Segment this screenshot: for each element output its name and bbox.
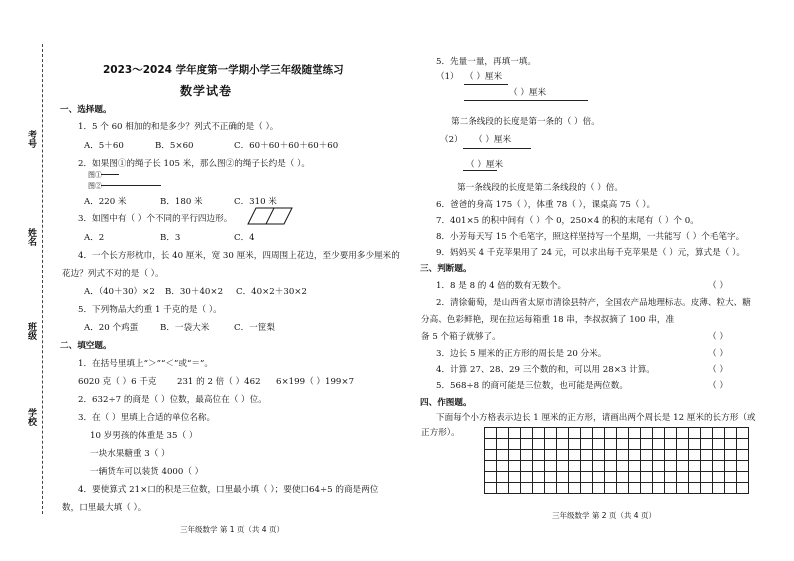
judge-text: 5．568÷8 的商可能是三位数，也可能是两位数。 (436, 381, 628, 391)
drawing-grid[interactable] (484, 427, 749, 494)
sub-label: （2） (440, 135, 463, 145)
judge-blank: （ ） (708, 365, 728, 375)
question-text: 8．小芳每天写 15 个毛笔字，照这样坚持写一个星期，一共能写（ ）个毛笔字。 (436, 232, 745, 242)
sub-label: （1） (436, 72, 459, 82)
fill-item: 6×199（ ）199×7 (276, 377, 355, 387)
judge-text: 2．清徐葡萄，是山西省太原市清徐县特产，全国农产品地理标志。皮薄、粒大、糖 (436, 298, 751, 308)
section-heading: 一、选择题。 (60, 105, 112, 115)
figure-label: 图② (88, 182, 102, 190)
sidebar-school-label: 学校 (26, 408, 36, 426)
question-text: 1．在括号里填上“＞”“＜”或“＝”。 (78, 359, 213, 369)
rope-1-line (101, 174, 119, 175)
fill-item: 10 岁男孩的体重是 35（ ） (90, 431, 198, 441)
judge-text: 3．边长 5 厘米的正方形的周长是 20 分米。 (436, 349, 607, 359)
question-text: 4．要使算式 21×口的积是三位数，口里最小填（ ）；要使口64÷5 的商是两位 (78, 485, 379, 495)
section-heading: 三、判断题。 (420, 264, 472, 274)
parallelogram-figure (246, 206, 294, 226)
option: C．310 米 (234, 197, 277, 207)
question-text: 2．632÷7 的商是（ ）位数，最高位在（ ）位。 (78, 395, 267, 405)
judge-text: 分高、色彩鲜艳，现在拉运每箱重 18 串，李叔叔摘了 100 串，准 (421, 315, 675, 325)
option: B．一袋大米 (160, 323, 210, 333)
section-heading: 二、填空题。 (60, 341, 112, 351)
fill-item: 6020 克（ ）6 千克 (78, 377, 157, 387)
page-title: 2023～2024 学年度第一学期小学三年级随堂练习 (103, 64, 344, 76)
fill-item: 一辆货车可以装货 4000（ ） (90, 467, 204, 477)
option: B．5×60 (155, 141, 194, 151)
segment-label: （ ）厘米 (466, 160, 504, 170)
option: B．30＋40×2 (165, 287, 224, 297)
segment-label: （ ）厘米 (465, 72, 503, 82)
question-text: 4．一个长方形枕巾，长 40 厘米，宽 30 厘米，四周围上花边，至少要用多少厘米的 (78, 251, 400, 261)
binding-line (42, 44, 43, 514)
option: B．3 (160, 233, 181, 243)
question-text: 5．先量一量，再填一填。 (436, 57, 536, 67)
option: B．180 米 (160, 197, 203, 207)
judge-blank: （ ） (708, 381, 728, 391)
question-text: 2．如果图①的绳子长 105 米，那么图②的绳子长约是（ ）。 (78, 159, 311, 169)
option: A．2 (84, 233, 105, 243)
question-text: 3．如图中有（ ）个不同的平行四边形。 (78, 214, 233, 224)
segment-label: （ ）厘米 (474, 135, 512, 145)
question-text: 第一条线段的长度是第二条线段的（ ）倍。 (457, 183, 624, 193)
page-footer-left: 三年级数学 第 1 页（共 4 页） (180, 525, 284, 534)
sidebar-class-label: 班级 (26, 322, 36, 340)
figure-label: 图① (88, 171, 102, 179)
judge-text: 4．计算 27、28、29 三个数的和，可以用 28×3 计算。 (436, 365, 655, 375)
question-text: 1．5 个 60 相加的和是多少？列式不正确的是（ ）。 (78, 122, 279, 132)
fill-item: 231 的 2 倍（ ）462 (177, 377, 261, 387)
question-text: 下面每个小方格表示边长 1 厘米的正方形，请画出两个周长是 12 厘米的长方形（或 (436, 413, 756, 423)
judge-blank: （ ） (708, 349, 728, 359)
sidebar-name-label: 姓名 (26, 228, 36, 246)
fill-item: 一块水果糖重 3（ ） (90, 449, 170, 459)
option: A．220 米 (84, 197, 127, 207)
judge-blank: （ ） (708, 281, 728, 291)
question-text: 花边？列式不对的是（ ）。 (62, 269, 164, 279)
option: A．5＋60 (84, 141, 124, 151)
segment-label: （ ）厘米 (509, 88, 547, 98)
page-subtitle: 数学试卷 (180, 84, 233, 98)
option: A．20 个鸡蛋 (84, 323, 139, 333)
rope-2-line (101, 185, 161, 186)
sidebar-kaohao-label: 考号 (26, 130, 36, 148)
segment-4-line (463, 170, 497, 171)
question-text: 9．妈妈买 4 千克苹果用了 24 元，可以求出每千克苹果是（ ）元，算式是（ ）。 (436, 248, 745, 258)
page-footer-right: 三年级数学 第 2 页（共 4 页） (552, 511, 656, 520)
segment-1-line (464, 84, 508, 85)
segment-2-line (464, 100, 588, 101)
question-text: 3．在（ ）里填上合适的单位名称。 (78, 413, 216, 423)
section-heading: 四、作图题。 (420, 398, 472, 408)
judge-text: 1．8 是 8 的 4 倍的数有无数个。 (436, 281, 567, 291)
option: C．4 (234, 233, 255, 243)
option: C．60＋60＋60＋60＋60 (234, 141, 339, 151)
question-text: 6．爸爸的身高 175（ ），体重 78（ ），课桌高 75（ ）。 (436, 200, 656, 210)
question-text: 正方形）。 (421, 428, 460, 438)
question-text: 第二条线段的长度是第一条的（ ）倍。 (451, 117, 600, 127)
question-text: 7．401×5 的积中间有（ ）个 0，250×4 的积的末尾有（ ）个 0。 (436, 216, 699, 226)
question-text: 5．下列物品大约重 1 千克的是（ ）。 (78, 305, 222, 315)
segment-3-line (463, 148, 531, 149)
question-text: 数，口里最大填（ ）。 (62, 503, 147, 513)
option: C．一筐梨 (234, 323, 275, 333)
judge-blank: （ ） (708, 332, 728, 342)
option: C．40×2＋30×2 (236, 287, 307, 297)
option: A．（40＋30）×2 (84, 287, 155, 297)
judge-text: 备 5 个箱子就够了。 (421, 332, 501, 342)
